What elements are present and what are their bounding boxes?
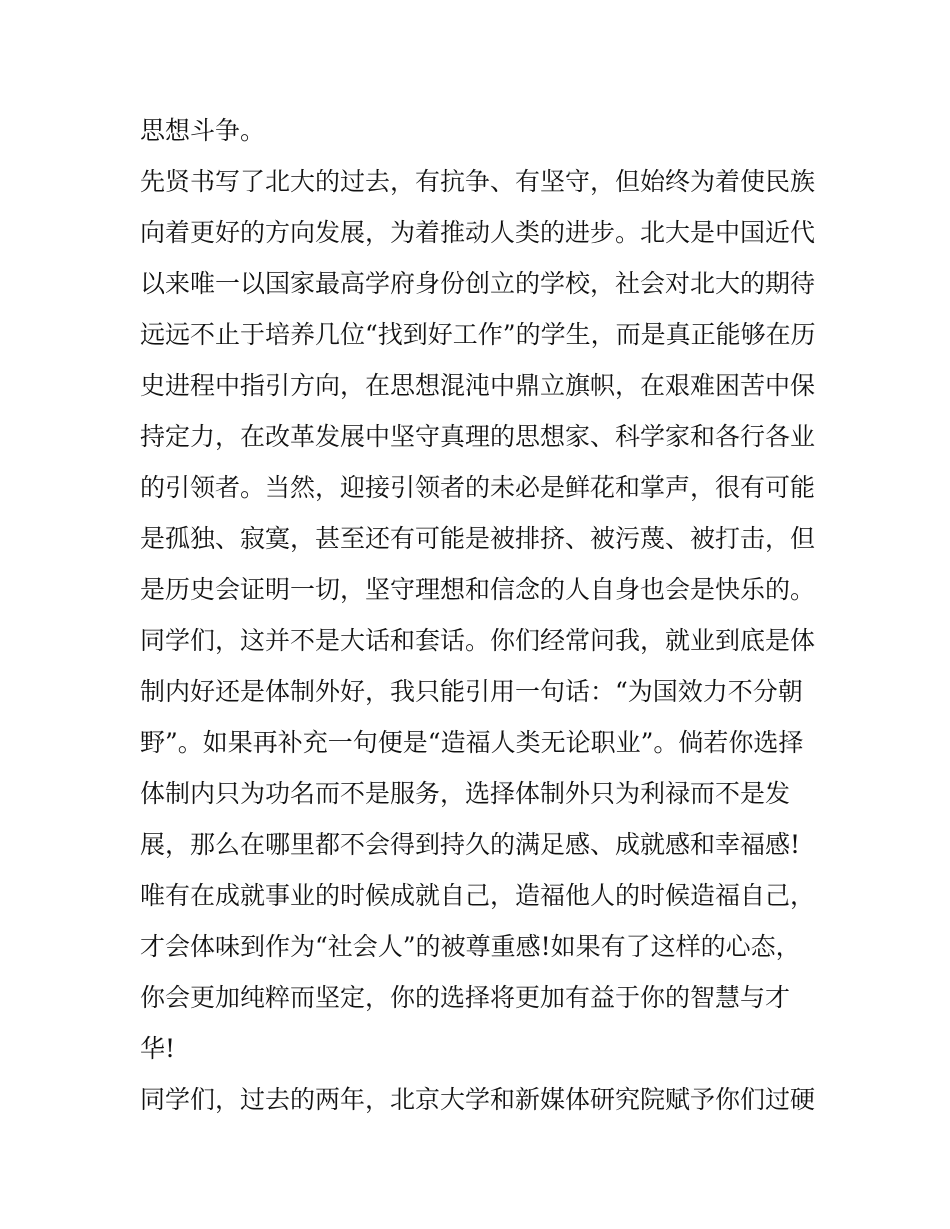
text-line: 是孤独、寂寞，甚至还有可能是被排挤、被污蔑、被打击，但	[140, 524, 816, 553]
text-line: 向着更好的方向发展，为着推动人类的进步。北大是中国近代	[140, 218, 816, 247]
text-line: 才会体味到作为“社会人”的被尊重感!如果有了这样的心态，	[140, 932, 801, 961]
text-line: 同学们，这并不是大话和套话。你们经常问我，就业到底是体	[140, 626, 816, 655]
text-line: 是历史会证明一切，坚守理想和信念的人自身也会是快乐的。	[140, 575, 816, 604]
text-line: 思想斗争。	[140, 116, 266, 145]
text-line: 持定力，在改革发展中坚守真理的思想家、科学家和各行各业	[140, 422, 816, 451]
text-line: 唯有在成就事业的时候成就自己，造福他人的时候造福自己，	[140, 881, 816, 910]
text-line: 制内好还是体制外好，我只能引用一句话：“为国效力不分朝	[140, 677, 803, 706]
text-line: 展，那么在哪里都不会得到持久的满足感、成就感和幸福感!	[140, 830, 801, 859]
text-line: 华!	[140, 1034, 176, 1063]
text-line: 的引领者。当然，迎接引领者的未必是鲜花和掌声，很有可能	[140, 473, 816, 502]
text-line: 先贤书写了北大的过去，有抗争、有坚守，但始终为着使民族	[140, 167, 816, 196]
text-line: 你会更加纯粹而坚定，你的选择将更加有益于你的智慧与才	[140, 983, 791, 1012]
text-line: 以来唯一以国家最高学府身份创立的学校，社会对北大的期待	[140, 269, 816, 298]
body-text	[140, 108, 820, 1128]
text-line: 远远不止于培养几位“找到好工作”的学生，而是真正能够在历	[140, 320, 816, 349]
text-line: 同学们，过去的两年，北京大学和新媒体研究院赋予你们过硬	[140, 1085, 816, 1114]
text-line: 野”。如果再补充一句便是“造福人类无论职业”。倘若你选择	[140, 728, 804, 757]
text-line: 体制内只为功名而不是服务，选择体制外只为利禄而不是发	[140, 779, 791, 808]
text-line: 史进程中指引方向，在思想混沌中鼎立旗帜，在艰难困苦中保	[140, 371, 816, 400]
